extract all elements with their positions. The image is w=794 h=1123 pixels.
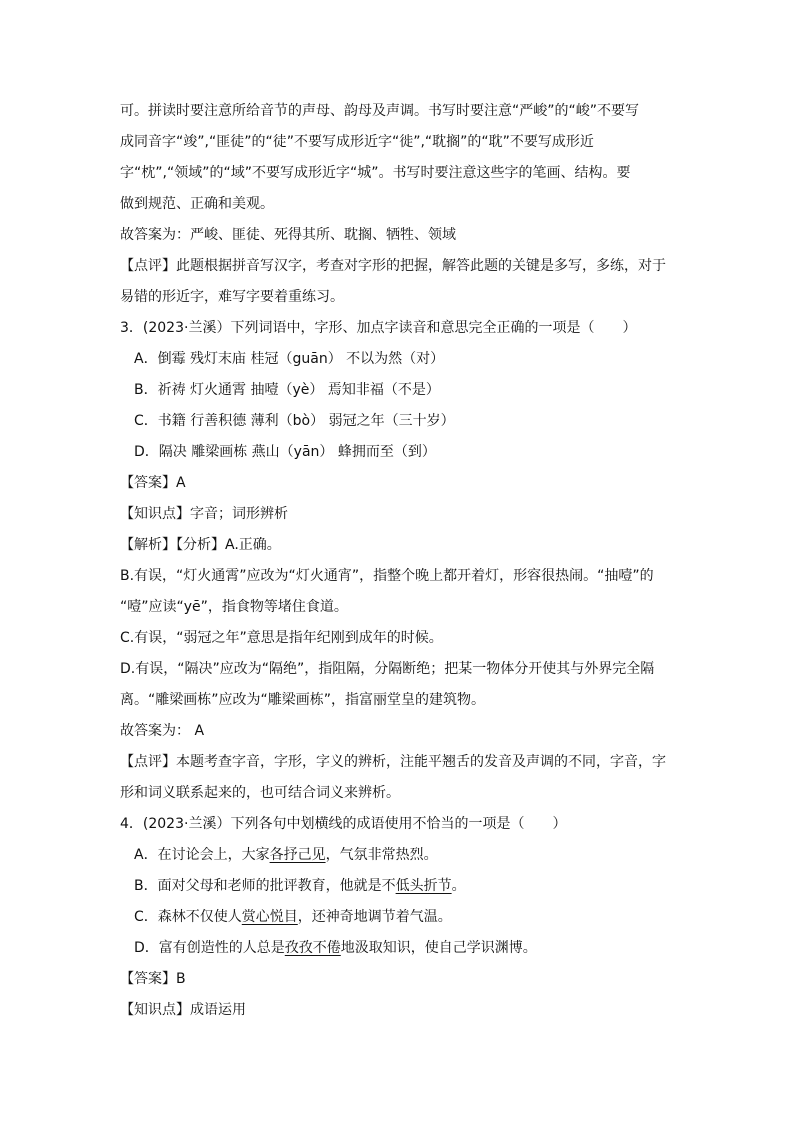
question-4-option-d [134, 938, 694, 958]
option-text: ，气氛非常热烈。 [325, 847, 438, 863]
comment-line: 形和词义联系起来的，也可结合词义来辨析。 [120, 785, 400, 801]
comment-line: 【点评】本题考查字音，字形，字义的辨析，注能平翘舌的发音及声调的不同，字音，字 [120, 754, 666, 770]
question-3-final-answer: 故答案为： A [120, 723, 205, 739]
paragraph-line: 字“枕”,“领域”的“域”不要写成形近字“城”。书写时要注意这些字的笔画、结构。要 [120, 165, 631, 181]
option-text: A．在讨论会上，大家 [134, 847, 270, 863]
question-4-option-c [134, 907, 694, 927]
underlined-idiom: 各抒己见 [269, 847, 326, 863]
question-4-answer: 【答案】B [120, 971, 186, 987]
question-4-knowledge: 【知识点】成语运用 [120, 1002, 246, 1018]
option-text: C．森林不仅使人 [134, 909, 242, 925]
question-4-option-b [134, 876, 694, 896]
comment-line: 易错的形近字，难写字要着重练习。 [120, 289, 344, 305]
analysis-line: B.有误，“灯火通霄”应改为“灯火通宵”，指整个晚上都开着灯，形容很热闹。“抽噎”的 [120, 568, 654, 584]
question-3-option-b: B．祈祷 灯火通霄 抽噎（yè） 焉知非福（不是） [134, 382, 440, 398]
underlined-idiom: 赏心悦目 [241, 909, 298, 925]
question-3-option-a: A．倒霉 残灯末庙 桂冠（guān） 不以为然（对） [134, 351, 445, 367]
underlined-idiom: 低头折节 [395, 878, 452, 894]
answer-line: 故答案为：严峻、匪徒、死得其所、耽搁、牺牲、领域 [120, 227, 456, 243]
option-text: 。 [451, 878, 466, 894]
analysis-line: C.有误，“弱冠之年”意思是指年纪刚到成年的时候。 [120, 630, 443, 646]
analysis-line: 离。“雕梁画栋”应改为“雕梁画栋”，指富丽堂皇的建筑物。 [120, 692, 486, 708]
option-text: 地汲取知识，使自己学识渊博。 [340, 940, 537, 956]
analysis-line: “噎”应读“yē”，指食物等堵住食道。 [120, 599, 348, 615]
question-3-knowledge: 【知识点】字音；词形辨析 [120, 506, 288, 522]
option-text: ，还神奇地调节着气温。 [297, 909, 452, 925]
question-3-stem: 3．(2023·兰溪）下列词语中，字形、加点字读音和意思完全正确的一项是（ ） [120, 320, 637, 336]
question-3-analysis: 【解析】【分析】A.正确。 [120, 537, 281, 553]
question-3-answer: 【答案】A [120, 475, 186, 491]
paragraph-line: 可。拼读时要注意所给音节的声母、韵母及声调。书写时要注意“严峻”的“峻”不要写 [120, 103, 640, 119]
question-3-option-c: C．书籍 行善积德 薄利（bò） 弱冠之年（三十岁） [134, 413, 455, 429]
option-text: D．富有创造性的人总是 [134, 940, 285, 956]
question-4-option-a [134, 845, 694, 865]
comment-line: 【点评】此题根据拼音写汉字，考查对字形的把握，解答此题的关键是多写，多练，对于 [120, 258, 666, 274]
option-text: B．面对父母和老师的批评教育，他就是不 [134, 878, 396, 894]
analysis-line: D.有误，“隔决”应改为“隔绝”，指阻隔，分隔断绝；把某一物体分开使其与外界完全隔 [120, 661, 655, 677]
paragraph-line: 成同音字“竣”,“匪徒”的“徒”不要写成形近字“徙”,“耽搁”的“耽”不要写成形近 [120, 134, 594, 150]
underlined-idiom: 孜孜不倦 [284, 940, 341, 956]
paragraph-line: 做到规范、正确和美观。 [120, 196, 274, 212]
question-3-option-d: D．隔决 雕梁画栋 燕山（yān） 蜂拥而至（到） [134, 444, 436, 460]
question-4-stem: 4．(2023·兰溪）下列各句中划横线的成语使用不恰当的一项是（ ） [120, 816, 567, 832]
